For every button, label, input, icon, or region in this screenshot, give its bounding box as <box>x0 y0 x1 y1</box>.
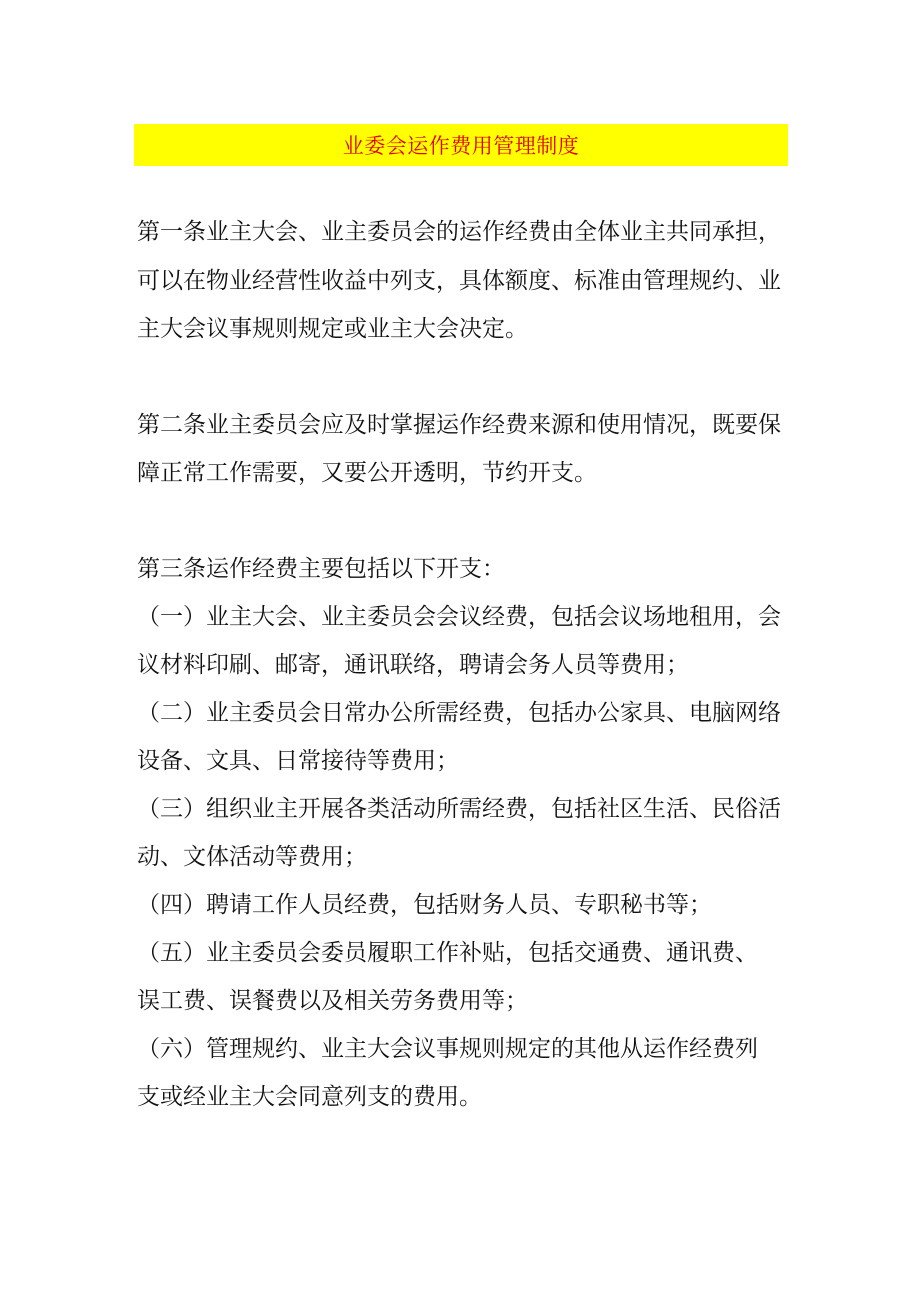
article-2-line-2: 障正常工作需要，又要公开透明，节约开支。 <box>137 460 597 486</box>
title-highlight-band <box>134 124 788 166</box>
item-1-line-1: （一）业主大会、业主委员会会议经费，包括会议场地租用，会 <box>137 604 781 630</box>
article-3-heading: 第三条运作经费主要包括以下开支： <box>137 556 505 582</box>
item-6-line-1: （六）管理规约、业主大会议事规则规定的其他从运作经费列 <box>137 1036 758 1062</box>
item-3-line-1: （三）组织业主开展各类活动所需经费，包括社区生活、民俗活 <box>137 796 781 822</box>
item-5-line-1: （五）业主委员会委员履职工作补贴，包括交通费、通讯费、 <box>137 940 758 966</box>
item-1-line-2: 议材料印刷、邮寄，通讯联络，聘请会务人员等费用； <box>137 652 689 678</box>
item-3-line-2: 动、文体活动等费用； <box>137 844 367 870</box>
item-2-line-2: 设备、文具、日常接待等费用； <box>137 748 459 774</box>
item-6-line-2: 支或经业主大会同意列支的费用。 <box>137 1084 482 1110</box>
document-title: 业委会运作费用管理制度 <box>342 134 580 158</box>
article-1-line-1: 第一条业主大会、业主委员会的运作经费由全体业主共同承担， <box>137 219 781 245</box>
item-5-line-2: 误工费、误餐费以及相关劳务费用等； <box>137 988 528 1014</box>
item-4-line-1: （四）聘请工作人员经费，包括财务人员、专职秘书等； <box>137 892 712 918</box>
article-1-line-3: 主大会议事规则规定或业主大会决定。 <box>137 316 528 342</box>
article-1-line-2: 可以在物业经营性收益中列支，具体额度、标准由管理规约、业 <box>137 268 781 294</box>
article-2-line-1: 第二条业主委员会应及时掌握运作经费来源和使用情况，既要保 <box>137 412 781 438</box>
item-2-line-1: （二）业主委员会日常办公所需经费，包括办公家具、电脑网络 <box>137 700 781 726</box>
